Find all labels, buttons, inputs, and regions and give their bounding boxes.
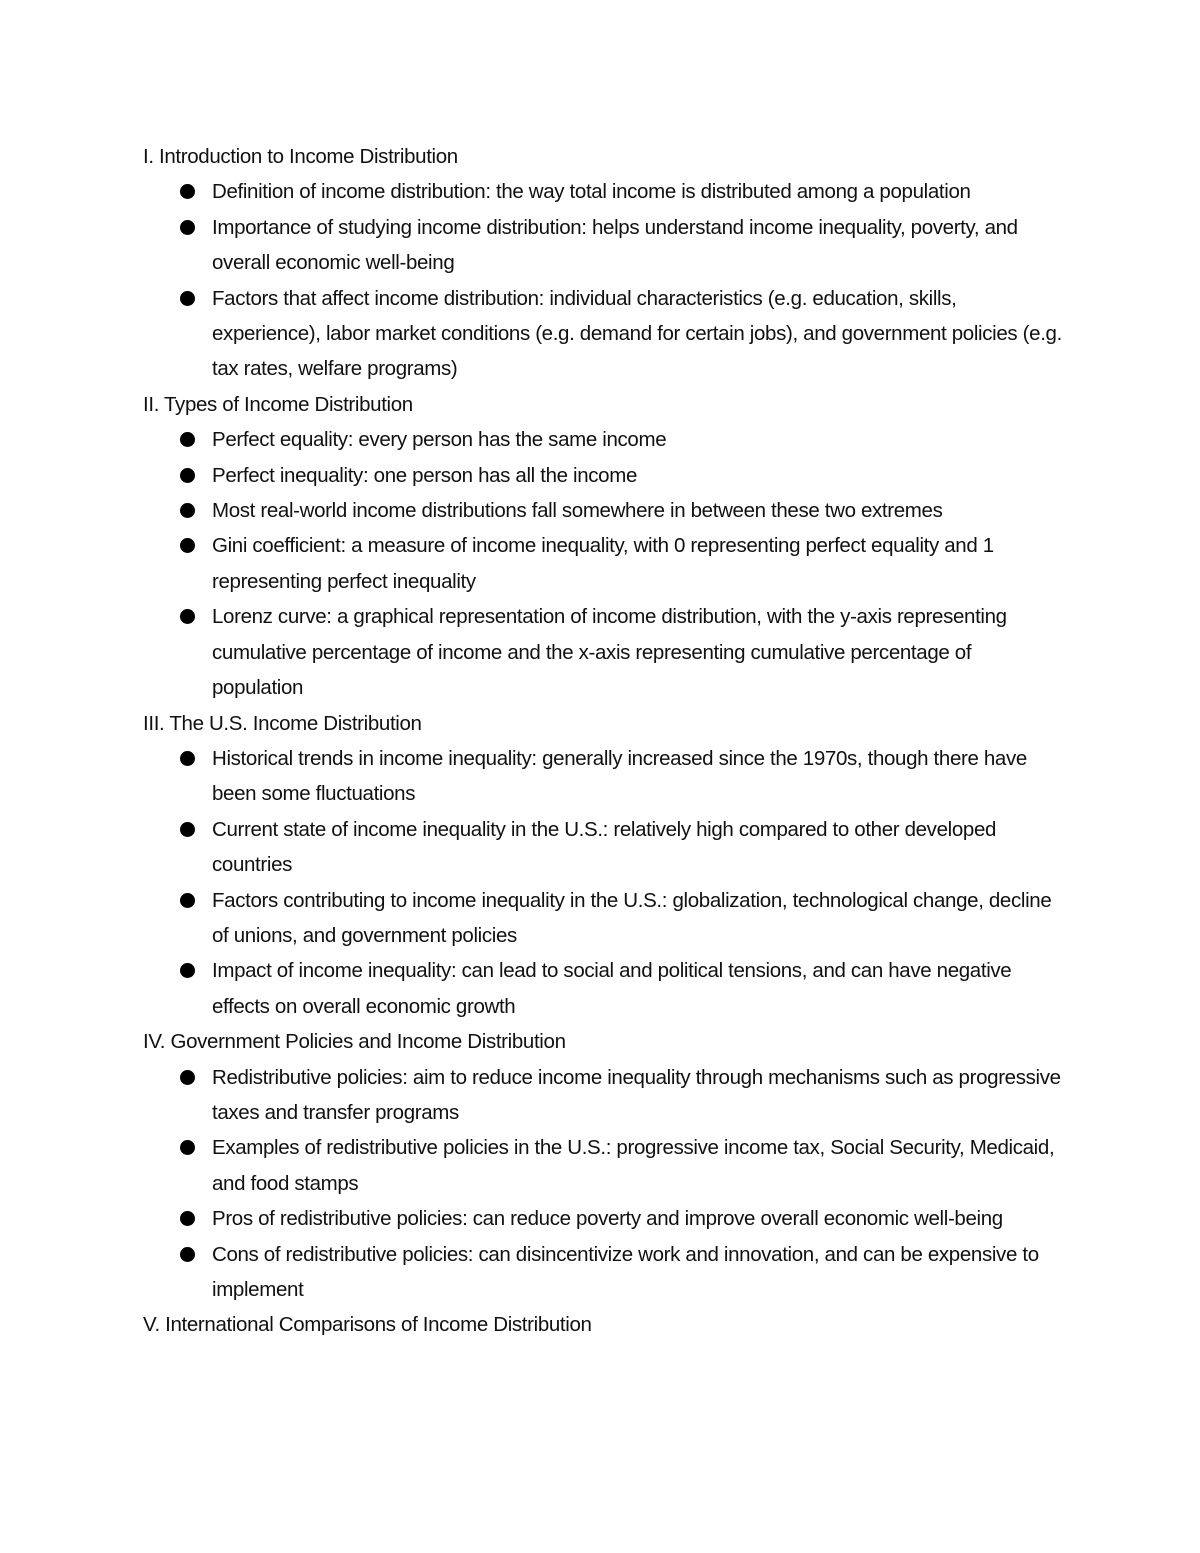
- bullet-icon: [180, 220, 195, 235]
- bullet-icon: [180, 822, 195, 837]
- section-heading: III. The U.S. Income Distribution: [143, 711, 422, 735]
- section-introduction: [143, 139, 1063, 387]
- bullet-icon: [180, 1140, 195, 1155]
- bullet-list: [143, 422, 1063, 705]
- bullet-icon: [180, 609, 195, 624]
- list-item: [143, 174, 1063, 209]
- list-item: [143, 883, 1063, 954]
- list-item: [143, 422, 1063, 457]
- list-item: [143, 741, 1063, 812]
- bullet-icon: [180, 751, 195, 766]
- bullet-icon: [180, 1070, 195, 1085]
- list-item: [143, 1201, 1063, 1236]
- section-types: [143, 387, 1063, 706]
- bullet-icon: [180, 893, 195, 908]
- list-item-text: Perfect equality: every person has the same income: [212, 428, 667, 452]
- list-item-text: Most real-world income distributions fall somewhere in between these two extremes: [212, 499, 943, 523]
- list-item-text: Historical trends in income inequality: generally increased since the 1970s, though there have been some fluctuations: [212, 746, 1027, 806]
- list-item: [143, 599, 1063, 705]
- bullet-icon: [180, 538, 195, 553]
- list-item: [143, 210, 1063, 281]
- list-item-text: Definition of income distribution: the way total income is distributed among a population: [212, 180, 971, 204]
- section-heading: II. Types of Income Distribution: [143, 392, 413, 416]
- bullet-icon: [180, 1211, 195, 1226]
- bullet-icon: [180, 184, 195, 199]
- list-item: [143, 281, 1063, 387]
- list-item: [143, 1060, 1063, 1131]
- section-heading: IV. Government Policies and Income Distribution: [143, 1030, 566, 1054]
- list-item-text: Redistributive policies: aim to reduce income inequality through mechanisms such as progressive taxes and transfer programs: [212, 1065, 1061, 1124]
- list-item: [143, 1130, 1063, 1201]
- section-heading: I. Introduction to Income Distribution: [143, 145, 458, 168]
- outline-content: [143, 139, 1063, 1343]
- list-item-text: Perfect inequality: one person has all the income: [212, 463, 638, 487]
- list-item-text: Factors that affect income distribution: individual characteristics (e.g. education, skills, experience), labor market conditions (e.g. demand for certain jobs), and government policies (e.g. tax rates, welfare programs): [212, 286, 1062, 381]
- section-us-distribution: [143, 706, 1063, 1025]
- section-international-comparisons: [143, 1307, 1063, 1342]
- bullet-list: [143, 1060, 1063, 1308]
- list-item: [143, 812, 1063, 883]
- list-item-text: Gini coefficient: a measure of income inequality, with 0 representing perfect equality and 1 representing perfect inequality: [212, 534, 994, 593]
- bullet-icon: [180, 503, 195, 518]
- bullet-icon: [180, 468, 195, 483]
- list-item: [143, 528, 1063, 599]
- list-item-text: Cons of redistributive policies: can disincentivize work and innovation, and can be expensive to implement: [212, 1242, 1039, 1301]
- bullet-icon: [180, 291, 195, 306]
- list-item-text: Importance of studying income distribution: helps understand income inequality, poverty, and overall economic well-being: [212, 215, 1018, 275]
- list-item: [143, 1237, 1063, 1308]
- list-item-text: Pros of redistributive policies: can reduce poverty and improve overall economic well-being: [212, 1207, 1003, 1231]
- bullet-list: [143, 741, 1063, 1024]
- list-item-text: Lorenz curve: a graphical representation of income distribution, with the y-axis representing cumulative percentage of income and the x-axis representing cumulative percentage of population: [212, 605, 1007, 700]
- list-item-text: Impact of income inequality: can lead to social and political tensions, and can have negative effects on overall economic growth: [212, 959, 1012, 1018]
- list-item-text: Current state of income inequality in the U.S.: relatively high compared to other developed countries: [212, 817, 997, 877]
- bullet-list: [143, 174, 1063, 386]
- section-government-policies: [143, 1024, 1063, 1307]
- list-item: [143, 953, 1063, 1024]
- bullet-icon: [180, 1247, 195, 1262]
- list-item-text: Examples of redistributive policies in the U.S.: progressive income tax, Social Security, Medicaid, and food stamps: [212, 1136, 1055, 1195]
- list-item: [143, 458, 1063, 493]
- section-heading: V. International Comparisons of Income Distribution: [143, 1313, 592, 1337]
- list-item: [143, 493, 1063, 528]
- bullet-icon: [180, 432, 195, 447]
- list-item-text: Factors contributing to income inequality in the U.S.: globalization, technological change, decline of unions, and government policies: [212, 888, 1052, 947]
- bullet-icon: [180, 963, 195, 978]
